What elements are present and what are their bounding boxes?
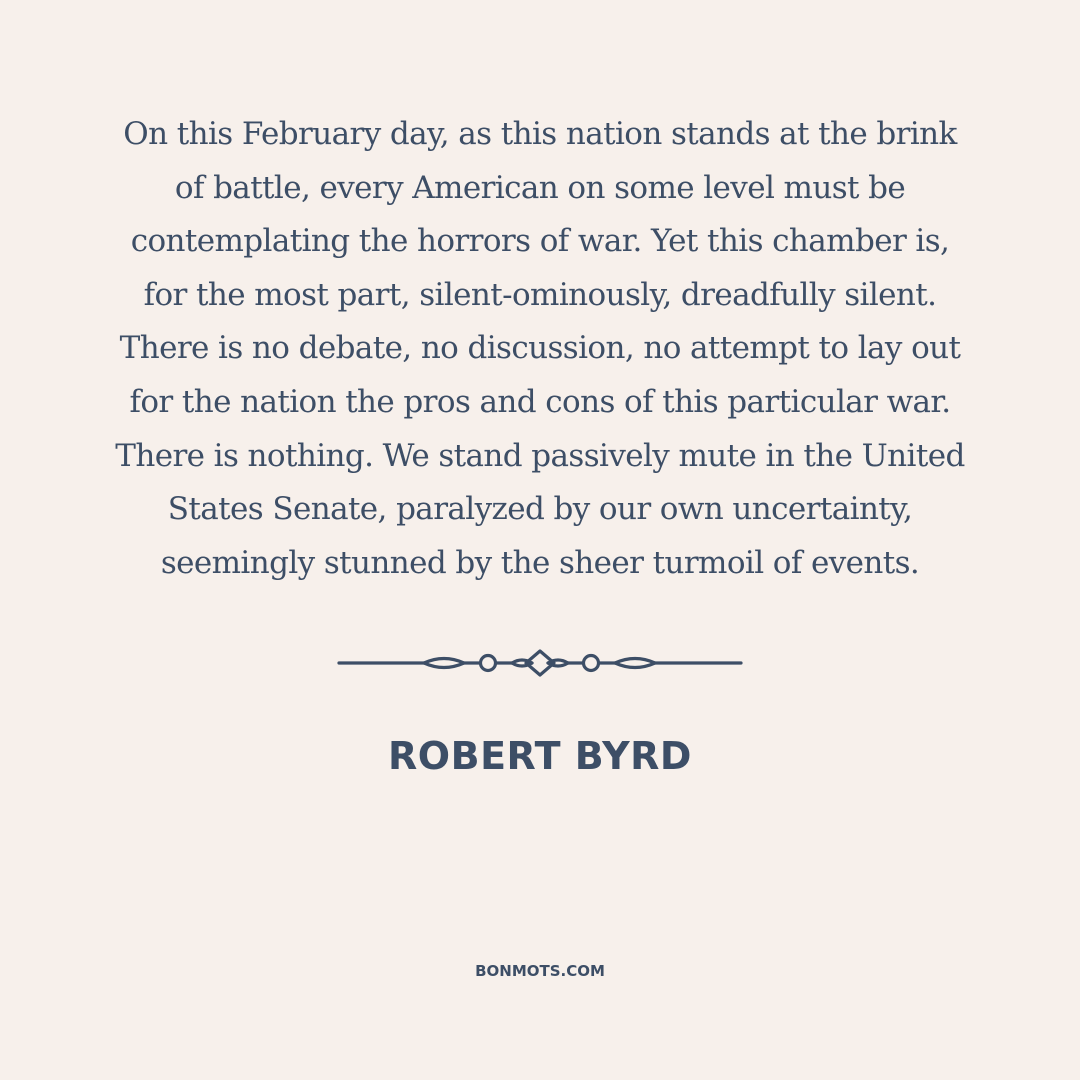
quote-line: for the most part, silent-ominously, dreadfully silent. (143, 276, 937, 313)
quote-line: of battle, every American on some level must be (174, 169, 906, 206)
quote-line: States Senate, paralyzed by our own uncertainty, (167, 491, 913, 528)
quote-line: contemplating the horrors of war. Yet this chamber is, (130, 223, 950, 260)
ornamental-divider-icon (336, 646, 744, 680)
quote-line: for the nation the pros and cons of this particular war. (129, 383, 951, 420)
quote-line: There is nothing. We stand passively mute in the United (115, 437, 965, 474)
quote-text (90, 108, 990, 590)
author-name: ROBERT BYRD (388, 734, 692, 778)
quote-line: seemingly stunned by the sheer turmoil of events. (160, 544, 920, 581)
site-name: BONMOTS.COM (475, 962, 605, 980)
quote-line: On this February day, as this nation stands at the brink (123, 116, 957, 152)
quote-line: There is no debate, no discussion, no attempt to lay out (119, 330, 961, 367)
